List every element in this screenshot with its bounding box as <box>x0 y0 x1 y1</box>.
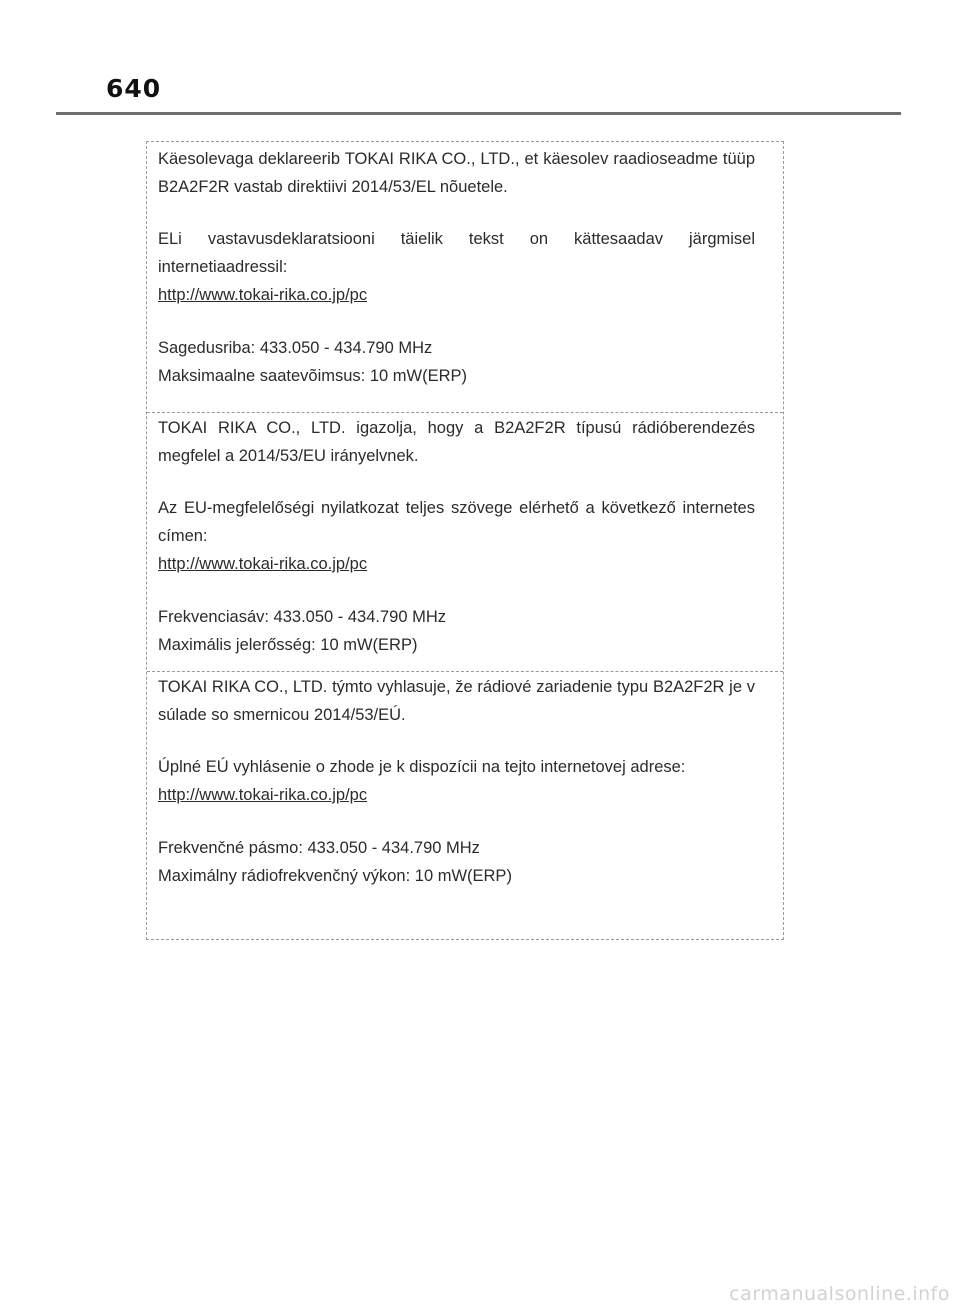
declaration-url-link[interactable]: http://www.tokai-rika.co.jp/pc <box>158 555 368 573</box>
site-watermark: carmanualsonline.info <box>729 1283 950 1305</box>
power-text: Maximálny rádiofrekvenčný výkon: 10 mW(ERP) <box>158 867 512 885</box>
power-text: Maximális jelerősség: 10 mW(ERP) <box>158 636 418 654</box>
declaration-text: Käesolevaga deklareerib TOKAI RIKA CO., LTD., et käesolev raadioseadme tüüp B2A2F2R vastab direktiivi 2014/53/EL nõuetele. <box>158 150 755 196</box>
frequency-text: Frekvenciasáv: 433.050 - 434.790 MHz <box>158 608 446 626</box>
section-estonian <box>147 142 783 412</box>
declaration-text: TOKAI RIKA CO., LTD. igazolja, hogy a B2A2F2R típusú rádióberendezés megfelel a 2014/53/EU irányelvnek. <box>158 419 755 465</box>
declaration-text: TOKAI RIKA CO., LTD. týmto vyhlasuje, že rádiové zariadenie typu B2A2F2R je v súlade so smernicou 2014/53/EÚ. <box>158 678 755 724</box>
header-divider <box>56 112 901 115</box>
full-text-notice: ELi vastavusdeklaratsiooni täielik tekst on kättesaadav järgmisel internetiaadressil: <box>158 230 755 276</box>
power-text: Maksimaalne saatevõimsus: 10 mW(ERP) <box>158 367 468 385</box>
declaration-url-link[interactable]: http://www.tokai-rika.co.jp/pc <box>158 786 368 804</box>
section-hungarian <box>147 412 783 671</box>
full-text-notice: Úplné EÚ vyhlásenie o zhode je k dispozícii na tejto internetovej adrese: <box>158 758 686 776</box>
frequency-text: Sagedusriba: 433.050 - 434.790 MHz <box>158 339 433 357</box>
page-number: 640 <box>106 74 162 103</box>
section-slovak <box>147 671 783 939</box>
declaration-url-link[interactable]: http://www.tokai-rika.co.jp/pc <box>158 286 368 304</box>
frequency-text: Frekvenčné pásmo: 433.050 - 434.790 MHz <box>158 839 480 857</box>
compliance-notice-box <box>146 141 784 940</box>
full-text-notice: Az EU-megfelelőségi nyilatkozat teljes szövege elérhető a következő internetes címen: <box>158 499 755 545</box>
